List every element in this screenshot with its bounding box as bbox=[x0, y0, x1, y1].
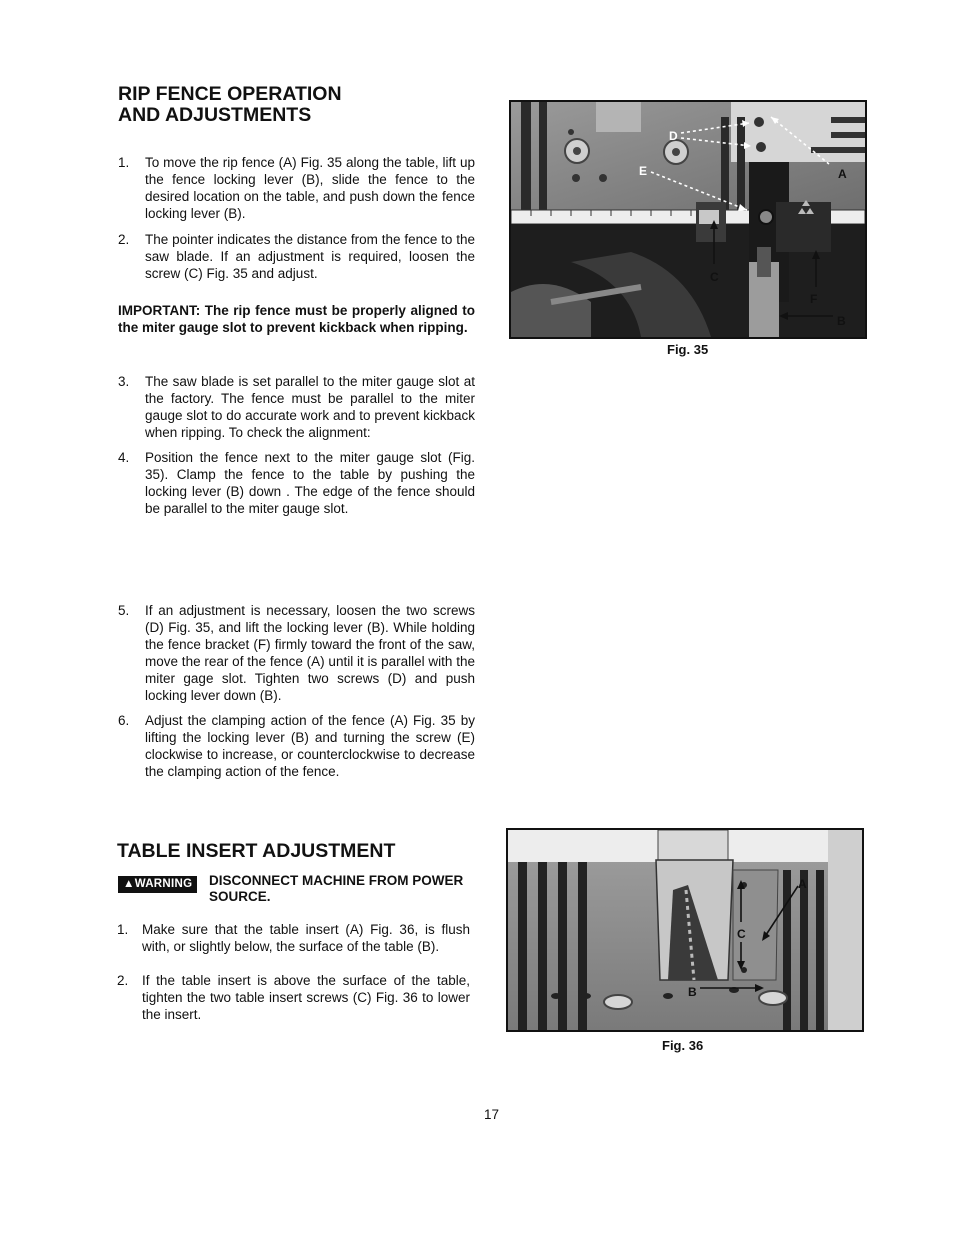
step-text: Make sure that the table insert (A) Fig. 36, is flush with, or slightly below, the surface of the table (B). bbox=[142, 922, 470, 954]
step-text: The saw blade is set parallel to the miter gauge slot at the factory. The fence must be parallel to the miter gauge slot to do accurate work and to prevent kickback when ripping. To check the alignment: bbox=[145, 374, 475, 440]
fig36-caption: Fig. 36 bbox=[662, 1038, 704, 1053]
rip-step-3 bbox=[118, 373, 475, 443]
step-text: Adjust the clamping action of the fence (A) Fig. 35 by lifting the locking lever (B) and turning the screw (E) clockwise to increase, or counterclockwise to decrease the clamping action of the fence. bbox=[145, 713, 475, 779]
rip-step-2 bbox=[118, 231, 475, 283]
step-text: To move the rip fence (A) Fig. 35 along the table, lift up the fence locking lever (B), slide the fence to the desired location on the table, and push down the fence locking lever (B). bbox=[145, 155, 475, 221]
rip-step-4 bbox=[118, 449, 475, 519]
rip-step-1 bbox=[118, 154, 475, 224]
rip-fence-title-line1: RIP FENCE OPERATION bbox=[118, 83, 342, 105]
fig35-label-b: B bbox=[837, 314, 846, 328]
fig35-label-e: E bbox=[639, 164, 648, 178]
warning-badge-label: WARNING bbox=[134, 878, 193, 890]
fig35-illustration bbox=[511, 102, 865, 337]
fig35-label-a: A bbox=[838, 167, 847, 181]
fig35-label-d: D bbox=[669, 129, 678, 143]
step-number: 4. bbox=[118, 450, 130, 465]
rip-fence-heading bbox=[118, 84, 342, 126]
table-slot bbox=[721, 117, 729, 212]
figure-35-photo bbox=[509, 100, 867, 339]
figure-36-photo bbox=[506, 828, 864, 1032]
rip-fence-title-line2: AND ADJUSTMENTS bbox=[118, 104, 312, 126]
table-insert-heading bbox=[117, 841, 395, 862]
step-text: If an adjustment is necessary, loosen the two screws (D) Fig. 35, and lift the locking lever (B). While holding the fence bracket (F) firmly toward the front of the saw, move the rear of the fence (A) until it is parallel with the miter gage slot. Tighten two screws (D) and push locking lever down (B). bbox=[145, 603, 475, 703]
warning-triangle-icon: ▲ bbox=[123, 878, 135, 890]
rip-step-6 bbox=[118, 712, 475, 782]
step-number: 1. bbox=[117, 922, 129, 937]
step-number: 1. bbox=[118, 155, 130, 170]
warning-text: DISCONNECT MACHINE FROM POWER SOURCE. bbox=[209, 873, 464, 904]
step-number: 2. bbox=[117, 973, 129, 988]
fig35-caption: Fig. 35 bbox=[667, 342, 709, 357]
step-text: The pointer indicates the distance from the fence to the saw blade. If an adjustment is required, loosen the screw (C) Fig. 35 and adjust. bbox=[145, 232, 475, 281]
step-text: Position the fence next to the miter gauge slot (Fig. 35). Clamp the fence to the table by pushing the locking lever (B) down . The edge of the fence should be parallel to the miter gauge slot. bbox=[145, 450, 475, 516]
step-number: 5. bbox=[118, 603, 130, 618]
step-text: If the table insert is above the surface of the table, tighten the two table insert screws (C) Fig. 36 to lower the insert. bbox=[142, 973, 470, 1022]
table-slot bbox=[521, 102, 531, 212]
rip-step-5 bbox=[118, 602, 475, 706]
table-slot bbox=[539, 102, 547, 212]
fig36-label-b: B bbox=[688, 985, 697, 999]
important-note: IMPORTANT: The rip fence must be properly aligned to the miter gauge slot to prevent kickback when ripping. bbox=[118, 303, 475, 335]
fig36-illustration bbox=[508, 830, 862, 1030]
insert-step-1 bbox=[117, 921, 472, 957]
fig35-label-f: F bbox=[810, 292, 818, 306]
warning-badge bbox=[118, 874, 197, 893]
insert-step-2 bbox=[117, 972, 472, 1024]
table-insert-title: TABLE INSERT ADJUSTMENT bbox=[117, 840, 396, 862]
fig36-label-a: A bbox=[798, 877, 807, 891]
step-number: 3. bbox=[118, 374, 130, 389]
fig35-label-c: C bbox=[710, 270, 719, 284]
step-number: 2. bbox=[118, 232, 130, 247]
step-number: 6. bbox=[118, 713, 130, 728]
fig36-label-c: C bbox=[737, 927, 746, 941]
page-number: 17 bbox=[484, 1107, 500, 1122]
table-slot bbox=[737, 117, 745, 212]
